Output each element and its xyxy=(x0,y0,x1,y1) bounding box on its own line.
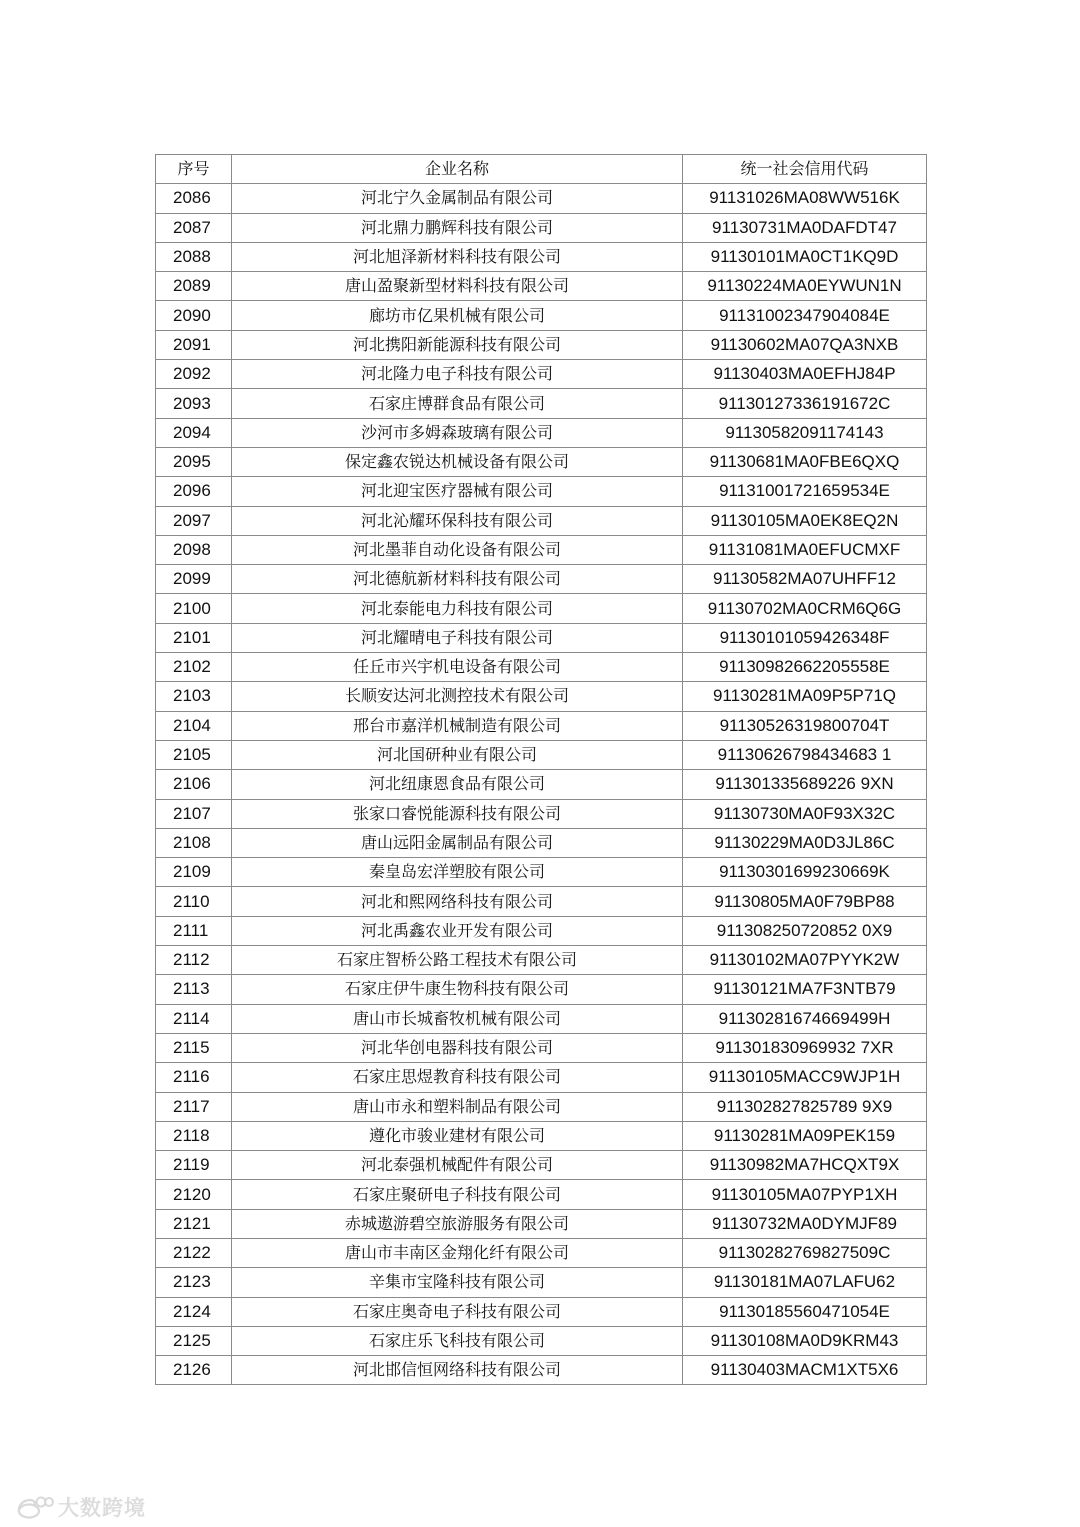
cell-seq: 2094 xyxy=(156,418,232,447)
cell-company-name: 河北泰能电力科技有限公司 xyxy=(232,594,683,623)
cell-credit-code: 91130681MA0FBE6QXQ xyxy=(683,447,927,476)
cell-company-name: 河北华创电器科技有限公司 xyxy=(232,1033,683,1062)
table-row xyxy=(156,975,927,1004)
cell-seq: 2123 xyxy=(156,1268,232,1297)
table-row xyxy=(156,477,927,506)
cell-seq: 2110 xyxy=(156,887,232,916)
table-row xyxy=(156,770,927,799)
weibo-logo-icon xyxy=(14,1494,54,1520)
table-row xyxy=(156,1151,927,1180)
cell-company-name: 河北禹鑫农业开发有限公司 xyxy=(232,916,683,945)
table-body xyxy=(156,184,927,1385)
cell-credit-code: 91130281MA09PEK159 xyxy=(683,1121,927,1150)
cell-company-name: 河北携阳新能源科技有限公司 xyxy=(232,330,683,359)
cell-company-name: 沙河市多姆森玻璃有限公司 xyxy=(232,418,683,447)
table-row xyxy=(156,799,927,828)
cell-seq: 2091 xyxy=(156,330,232,359)
cell-seq: 2096 xyxy=(156,477,232,506)
cell-credit-code: 91130281674669499H xyxy=(683,1004,927,1033)
cell-credit-code: 91130982662205558E xyxy=(683,653,927,682)
table-row xyxy=(156,916,927,945)
table-row xyxy=(156,272,927,301)
table-row xyxy=(156,711,927,740)
table-row xyxy=(156,1063,927,1092)
table-row xyxy=(156,389,927,418)
cell-seq: 2112 xyxy=(156,946,232,975)
cell-credit-code: 91130127336191672C xyxy=(683,389,927,418)
table-row xyxy=(156,1238,927,1267)
header-credit-code: 统一社会信用代码 xyxy=(683,155,927,184)
cell-seq: 2109 xyxy=(156,858,232,887)
cell-credit-code: 91130805MA0F79BP88 xyxy=(683,887,927,916)
cell-company-name: 河北隆力电子科技有限公司 xyxy=(232,360,683,389)
table-row xyxy=(156,1180,927,1209)
cell-company-name: 河北墨菲自动化设备有限公司 xyxy=(232,535,683,564)
cell-credit-code: 91131001721659534E xyxy=(683,477,927,506)
cell-seq: 2120 xyxy=(156,1180,232,1209)
cell-company-name: 遵化市骏业建材有限公司 xyxy=(232,1121,683,1150)
cell-company-name: 石家庄聚研电子科技有限公司 xyxy=(232,1180,683,1209)
cell-seq: 2124 xyxy=(156,1297,232,1326)
table-row xyxy=(156,887,927,916)
cell-credit-code: 91130224MA0EYWUN1N xyxy=(683,272,927,301)
header-company-name: 企业名称 xyxy=(232,155,683,184)
cell-credit-code: 91130730MA0F93X32C xyxy=(683,799,927,828)
cell-credit-code: 91130102MA07PYYK2W xyxy=(683,946,927,975)
cell-seq: 2115 xyxy=(156,1033,232,1062)
table-header-row xyxy=(156,155,927,184)
cell-seq: 2087 xyxy=(156,213,232,242)
cell-company-name: 唐山远阳金属制品有限公司 xyxy=(232,828,683,857)
cell-company-name: 河北国研种业有限公司 xyxy=(232,740,683,769)
table-row xyxy=(156,653,927,682)
cell-seq: 2086 xyxy=(156,184,232,213)
watermark-text: 大数跨境 xyxy=(58,1496,146,1520)
cell-seq: 2111 xyxy=(156,916,232,945)
cell-seq: 2104 xyxy=(156,711,232,740)
cell-seq: 2101 xyxy=(156,623,232,652)
company-list-table xyxy=(155,154,927,1385)
table-row xyxy=(156,946,927,975)
cell-seq: 2122 xyxy=(156,1238,232,1267)
cell-company-name: 石家庄乐飞科技有限公司 xyxy=(232,1326,683,1355)
cell-credit-code: 911301335689226 9XN xyxy=(683,770,927,799)
cell-credit-code: 91130526319800704T xyxy=(683,711,927,740)
cell-credit-code: 91131002347904084E xyxy=(683,301,927,330)
cell-seq: 2113 xyxy=(156,975,232,1004)
cell-credit-code: 91130403MACM1XT5X6 xyxy=(683,1356,927,1385)
cell-company-name: 河北邯信恒网络科技有限公司 xyxy=(232,1356,683,1385)
cell-company-name: 廊坊市亿果机械有限公司 xyxy=(232,301,683,330)
cell-company-name: 保定鑫农锐达机械设备有限公司 xyxy=(232,447,683,476)
cell-credit-code: 91130121MA7F3NTB79 xyxy=(683,975,927,1004)
cell-seq: 2095 xyxy=(156,447,232,476)
cell-company-name: 河北迎宝医疗器械有限公司 xyxy=(232,477,683,506)
cell-credit-code: 91130403MA0EFHJ84P xyxy=(683,360,927,389)
cell-seq: 2092 xyxy=(156,360,232,389)
cell-credit-code: 91131081MA0EFUCMXF xyxy=(683,535,927,564)
cell-company-name: 长顺安达河北测控技术有限公司 xyxy=(232,682,683,711)
cell-seq: 2118 xyxy=(156,1121,232,1150)
cell-seq: 2116 xyxy=(156,1063,232,1092)
table-row xyxy=(156,506,927,535)
cell-credit-code: 91131026MA08WW516K xyxy=(683,184,927,213)
table-row xyxy=(156,301,927,330)
table-row xyxy=(156,858,927,887)
cell-company-name: 河北纽康恩食品有限公司 xyxy=(232,770,683,799)
cell-credit-code: 91130732MA0DYMJF89 xyxy=(683,1209,927,1238)
table-row xyxy=(156,740,927,769)
table-row xyxy=(156,184,927,213)
table-row xyxy=(156,1268,927,1297)
table-row xyxy=(156,1209,927,1238)
cell-credit-code: 91130101MA0CT1KQ9D xyxy=(683,242,927,271)
cell-company-name: 辛集市宝隆科技有限公司 xyxy=(232,1268,683,1297)
cell-company-name: 河北泰强机械配件有限公司 xyxy=(232,1151,683,1180)
cell-credit-code: 91130229MA0D3JL86C xyxy=(683,828,927,857)
cell-credit-code: 91130731MA0DAFDT47 xyxy=(683,213,927,242)
table-row xyxy=(156,1326,927,1355)
cell-credit-code: 91130582091174143 xyxy=(683,418,927,447)
cell-seq: 2099 xyxy=(156,565,232,594)
cell-credit-code: 911308250720852 0X9 xyxy=(683,916,927,945)
header-seq: 序号 xyxy=(156,155,232,184)
cell-credit-code: 91130105MA07PYP1XH xyxy=(683,1180,927,1209)
watermark xyxy=(14,1490,146,1524)
cell-seq: 2093 xyxy=(156,389,232,418)
cell-credit-code: 91130108MA0D9KRM43 xyxy=(683,1326,927,1355)
cell-company-name: 唐山市丰南区金翔化纤有限公司 xyxy=(232,1238,683,1267)
cell-seq: 2103 xyxy=(156,682,232,711)
table-row xyxy=(156,242,927,271)
cell-company-name: 唐山市长城畜牧机械有限公司 xyxy=(232,1004,683,1033)
cell-seq: 2088 xyxy=(156,242,232,271)
cell-company-name: 河北旭泽新材料科技有限公司 xyxy=(232,242,683,271)
cell-credit-code: 91130982MA7HCQXT9X xyxy=(683,1151,927,1180)
cell-credit-code: 91130702MA0CRM6Q6G xyxy=(683,594,927,623)
cell-credit-code: 91130181MA07LAFU62 xyxy=(683,1268,927,1297)
table-row xyxy=(156,565,927,594)
table-row xyxy=(156,213,927,242)
cell-company-name: 赤城遨游碧空旅游服务有限公司 xyxy=(232,1209,683,1238)
table-row xyxy=(156,330,927,359)
cell-company-name: 石家庄博群食品有限公司 xyxy=(232,389,683,418)
cell-credit-code: 91130282769827509C xyxy=(683,1238,927,1267)
table-row xyxy=(156,594,927,623)
table-row xyxy=(156,1297,927,1326)
cell-company-name: 石家庄思煜教育科技有限公司 xyxy=(232,1063,683,1092)
cell-company-name: 河北鼎力鹏辉科技有限公司 xyxy=(232,213,683,242)
cell-seq: 2098 xyxy=(156,535,232,564)
table-row xyxy=(156,535,927,564)
cell-credit-code: 911301830969932 7XR xyxy=(683,1033,927,1062)
cell-seq: 2100 xyxy=(156,594,232,623)
cell-company-name: 石家庄伊牛康生物科技有限公司 xyxy=(232,975,683,1004)
table-row xyxy=(156,1033,927,1062)
table-row xyxy=(156,418,927,447)
cell-credit-code: 91130105MACC9WJP1H xyxy=(683,1063,927,1092)
cell-company-name: 石家庄智桥公路工程技术有限公司 xyxy=(232,946,683,975)
table-row xyxy=(156,828,927,857)
cell-company-name: 任丘市兴宇机电设备有限公司 xyxy=(232,653,683,682)
table-row xyxy=(156,360,927,389)
cell-company-name: 河北和熙网络科技有限公司 xyxy=(232,887,683,916)
cell-credit-code: 91130626798434683 1 xyxy=(683,740,927,769)
cell-credit-code: 91130301699230669K xyxy=(683,858,927,887)
cell-seq: 2126 xyxy=(156,1356,232,1385)
cell-credit-code: 91130105MA0EK8EQ2N xyxy=(683,506,927,535)
table-row xyxy=(156,1121,927,1150)
cell-seq: 2090 xyxy=(156,301,232,330)
table-row xyxy=(156,1092,927,1121)
cell-seq: 2107 xyxy=(156,799,232,828)
cell-company-name: 秦皇岛宏洋塑胶有限公司 xyxy=(232,858,683,887)
cell-company-name: 河北沁耀环保科技有限公司 xyxy=(232,506,683,535)
cell-seq: 2121 xyxy=(156,1209,232,1238)
cell-seq: 2119 xyxy=(156,1151,232,1180)
cell-company-name: 唐山盈聚新型材料科技有限公司 xyxy=(232,272,683,301)
cell-seq: 2106 xyxy=(156,770,232,799)
cell-company-name: 河北德航新材料科技有限公司 xyxy=(232,565,683,594)
cell-seq: 2117 xyxy=(156,1092,232,1121)
cell-company-name: 张家口睿悦能源科技有限公司 xyxy=(232,799,683,828)
table-row xyxy=(156,682,927,711)
cell-company-name: 河北宁久金属制品有限公司 xyxy=(232,184,683,213)
cell-credit-code: 91130602MA07QA3NXB xyxy=(683,330,927,359)
cell-seq: 2108 xyxy=(156,828,232,857)
cell-company-name: 唐山市永和塑料制品有限公司 xyxy=(232,1092,683,1121)
cell-company-name: 邢台市嘉洋机械制造有限公司 xyxy=(232,711,683,740)
table-row xyxy=(156,623,927,652)
cell-seq: 2105 xyxy=(156,740,232,769)
cell-seq: 2125 xyxy=(156,1326,232,1355)
cell-credit-code: 91130281MA09P5P71Q xyxy=(683,682,927,711)
cell-credit-code: 911302827825789 9X9 xyxy=(683,1092,927,1121)
cell-company-name: 石家庄奥奇电子科技有限公司 xyxy=(232,1297,683,1326)
cell-seq: 2114 xyxy=(156,1004,232,1033)
table-row xyxy=(156,1356,927,1385)
cell-seq: 2102 xyxy=(156,653,232,682)
cell-company-name: 河北耀晴电子科技有限公司 xyxy=(232,623,683,652)
cell-credit-code: 91130582MA07UHFF12 xyxy=(683,565,927,594)
cell-credit-code: 91130101059426348F xyxy=(683,623,927,652)
table-row xyxy=(156,447,927,476)
cell-seq: 2089 xyxy=(156,272,232,301)
table-row xyxy=(156,1004,927,1033)
cell-seq: 2097 xyxy=(156,506,232,535)
cell-credit-code: 91130185560471054E xyxy=(683,1297,927,1326)
